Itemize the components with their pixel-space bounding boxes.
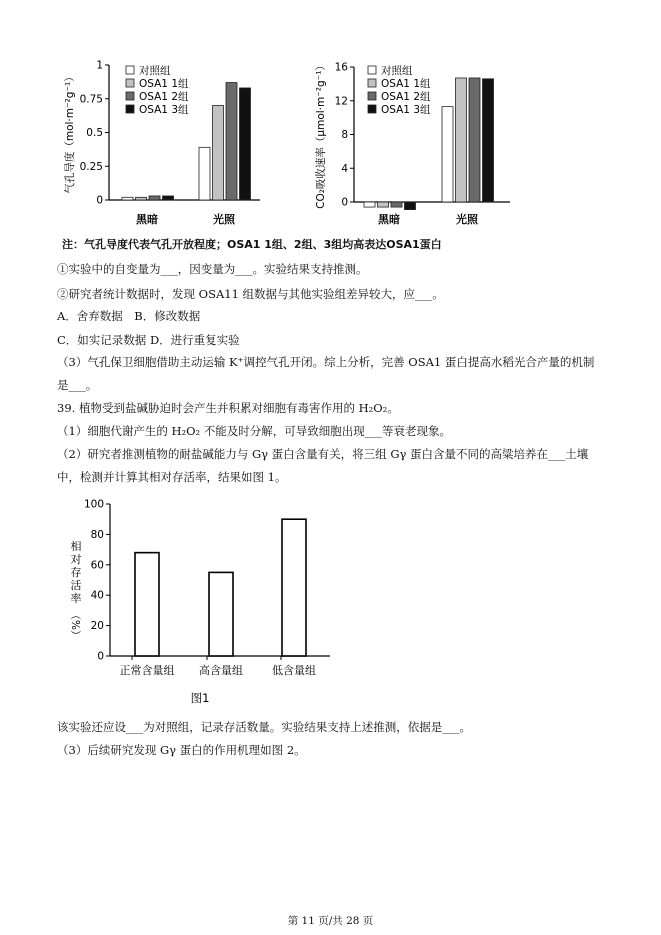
y-tick-label: 1 [96, 59, 103, 72]
legend-entry: OSA1 1组 [139, 78, 189, 90]
y-tick-label: 0.25 [79, 160, 103, 173]
legend-entry: OSA1 2组 [139, 91, 189, 103]
question-39-part-3: （3）后续研究发现 Gγ 蛋白的作用机理如图 2。 [57, 743, 306, 757]
bar-OSA1 2组-黑暗 [149, 196, 160, 200]
y-tick-label: 12 [334, 95, 348, 108]
bar-对照组-光照 [442, 107, 453, 202]
bar-对照组-黑暗 [364, 202, 375, 207]
y-tick-label: 0.5 [86, 127, 103, 139]
y-axis-label: CO₂吸收速率（μmol·m⁻²g⁻¹） [315, 60, 327, 209]
y-tick-label: 16 [334, 61, 348, 74]
bar-正常含量组 [135, 553, 159, 656]
y-tick-label: 0.75 [79, 93, 103, 106]
y-axis-label: （%） [69, 609, 81, 641]
y-tick-label: 100 [83, 498, 104, 511]
y-tick-label: 40 [90, 589, 104, 602]
legend-swatch [126, 66, 134, 74]
legend-entry: OSA1 3组 [381, 104, 431, 116]
category-label: 高含量组 [199, 664, 243, 677]
bar-OSA1 3组-光照 [240, 88, 251, 200]
y-tick-label: 60 [90, 559, 104, 572]
bar-OSA1 1组-黑暗 [136, 197, 147, 200]
legend-swatch [126, 79, 134, 87]
legend-entry: OSA1 1组 [381, 78, 431, 90]
question-39-part-2: （2）研究者推测植物的耐盐碱能力与 Gγ 蛋白含量有关，将三组 Gγ 蛋白含量不同的高粱培养在___土壤 [57, 447, 589, 461]
question-line-1: ①实验中的自变量为___，因变量为___。实验结果支持推测。 [57, 262, 368, 276]
legend-swatch [368, 92, 376, 100]
bar-OSA1 3组-黑暗 [163, 196, 174, 200]
legend-entry: 对照组 [139, 65, 171, 77]
y-tick-label: 8 [341, 129, 348, 141]
figure-title: 图1 [190, 691, 210, 705]
legend-swatch [126, 92, 134, 100]
bar-低含量组 [282, 519, 306, 656]
y-tick-label: 4 [341, 162, 348, 175]
bar-OSA1 1组-黑暗 [378, 202, 389, 207]
y-axis-label-char: 存 [70, 566, 82, 579]
legend-swatch [368, 105, 376, 113]
bar-OSA1 3组-光照 [483, 79, 494, 202]
legend-swatch [368, 66, 376, 74]
y-axis-label-char: 相 [70, 540, 82, 553]
y-axis-label: 气孔导度（mol·m⁻²g⁻¹） [64, 71, 76, 194]
y-tick-label: 0 [97, 650, 104, 663]
page-footer: 第 11 页/共 28 页 [287, 915, 374, 927]
bar-OSA1 1组-光照 [213, 106, 224, 201]
figure-1-survival-chart [60, 492, 340, 714]
bar-OSA1 3组-黑暗 [405, 202, 416, 210]
category-label: 光照 [456, 213, 478, 226]
bar-对照组-黑暗 [122, 197, 133, 200]
y-tick-label: 0 [341, 196, 348, 209]
category-label: 低含量组 [272, 664, 316, 677]
legend-entry: OSA1 2组 [381, 91, 431, 103]
category-label: 正常含量组 [119, 664, 175, 677]
category-label: 黑暗 [136, 213, 158, 226]
y-tick-label: 20 [90, 620, 104, 633]
y-tick-label: 80 [90, 528, 104, 541]
legend-entry: OSA1 3组 [139, 104, 189, 116]
question-39-control: 该实验还应设___为对照组，记录存活数量。实验结果支持上述推测，依据是___。 [57, 720, 471, 734]
question-3-answer: 是___。 [57, 378, 98, 392]
bar-高含量组 [209, 572, 233, 656]
y-axis-label-char: 率 [70, 592, 82, 605]
legend-entry: 对照组 [381, 65, 413, 77]
y-tick-label: 0 [96, 194, 103, 207]
y-axis-label-char: 活 [70, 579, 82, 592]
question-39-part-1: （1）细胞代谢产生的 H₂O₂ 不能及时分解，可导致细胞出现___等衰老现象。 [57, 424, 452, 438]
question-39-part-2-cont: 中，检测并计算其相对存活率，结果如图 1。 [57, 470, 287, 484]
chart-note: 注：气孔导度代表气孔开放程度；OSA1 1组、2组、3组均高表达OSA1蛋白 [62, 238, 442, 251]
bar-OSA1 2组-光照 [226, 83, 237, 200]
category-label: 黑暗 [378, 213, 400, 226]
y-axis-label-char: 对 [70, 553, 82, 566]
question-3-line: （3）气孔保卫细胞借助主动运输 K⁺调控气孔开闭。综上分析，完善 OSA1 蛋白提高水稻光合产量的机制 [57, 355, 595, 369]
bar-对照组-光照 [199, 147, 210, 200]
bar-OSA1 1组-光照 [456, 78, 467, 202]
stomatal-conductance-chart [55, 55, 285, 233]
legend-swatch [368, 79, 376, 87]
option-c-d: C．如实记录数据 D．进行重复实验 [57, 333, 240, 347]
co2-absorption-chart [310, 55, 525, 233]
question-line-2: ②研究者统计数据时，发现 OSA11 组数据与其他实验组差异较大，应___。 [57, 287, 444, 301]
bar-OSA1 2组-光照 [469, 78, 480, 202]
option-a-b: A．舍弃数据 B．修改数据 [57, 309, 201, 323]
category-label: 光照 [213, 213, 235, 226]
legend-swatch [126, 105, 134, 113]
question-39-stem: 39. 植物受到盐碱胁迫时会产生并积累对细胞有毒害作用的 H₂O₂。 [57, 401, 399, 415]
bar-OSA1 2组-黑暗 [391, 202, 402, 207]
